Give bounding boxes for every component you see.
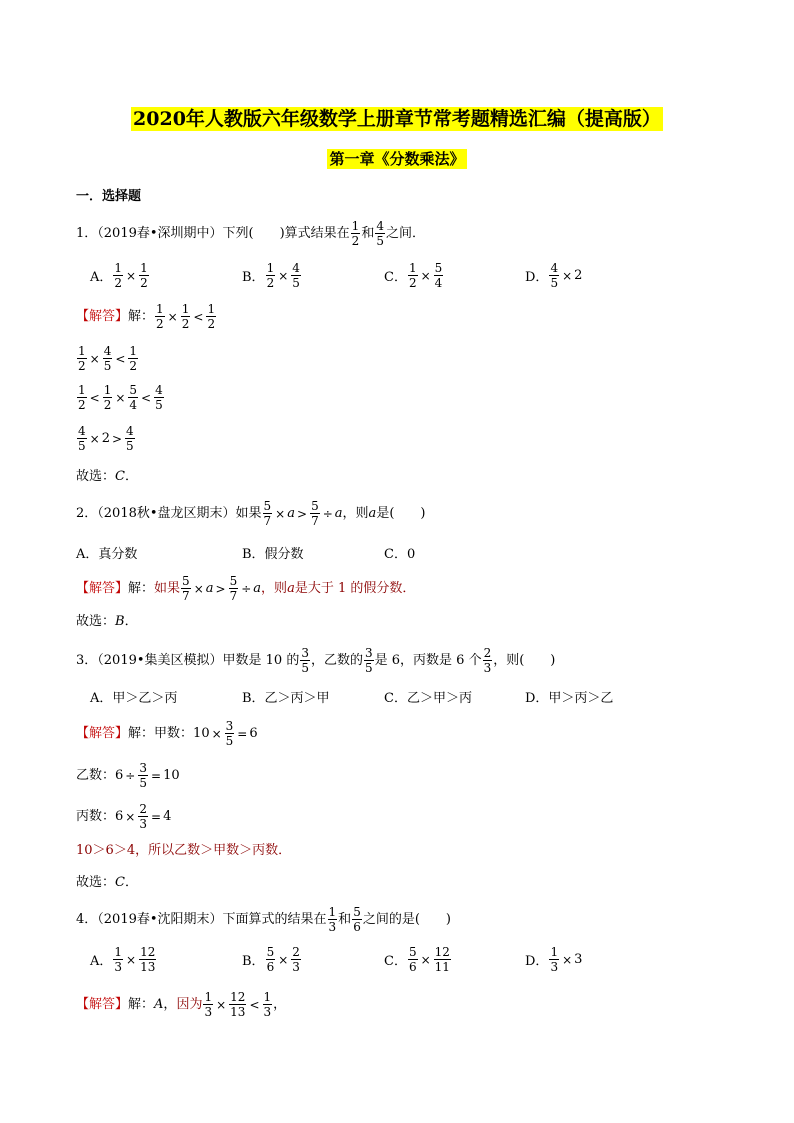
q4-option-c: C． $\frac{5}{6}$ × $\frac{12}{11}$ <box>384 945 450 974</box>
q2-option-a: A．真分数 <box>76 547 138 562</box>
question-1-stem: 1．（2019春•深圳期中）下列( )算式结果在 $\frac{1}{2}$ 和 $\frac{4}{5}$ 之间． <box>76 219 425 248</box>
q1-solution-line-1: 【解答】 解： $\frac{1}{2}$ × $\frac{1}{2}$ < $\frac{1}{2}$ <box>76 302 216 331</box>
q2-solution: 【解答】 解： 如果 $\frac{5}{7}$ × a > $\frac{5}{7}$ ÷ a ，则 a 是大于 1 的假分数． <box>76 574 416 603</box>
q1-answer: 故选： C ． <box>76 469 138 484</box>
fraction: $\frac{4}{5}$ <box>376 219 384 248</box>
q1-option-b: B． $\frac{1}{2}$ × $\frac{4}{5}$ <box>242 261 300 290</box>
q1-option-c: C． $\frac{1}{2}$ × $\frac{5}{4}$ <box>384 261 443 290</box>
q3-solution-bing: 丙数： 6 × $\frac{2}{3}$ = 4 <box>76 802 172 831</box>
q4-option-b: B． $\frac{5}{6}$ × $\frac{2}{3}$ <box>242 945 300 974</box>
q1-solution-line-3: $\frac{1}{2}$ < $\frac{1}{2}$ × $\frac{5}{4}$ < $\frac{4}{5}$ <box>78 383 163 412</box>
q4-solution: 【解答】 解： A ， 因为 $\frac{1}{3}$ × $\frac{12}{13}$ < $\frac{1}{3}$ ， <box>76 990 287 1019</box>
q1-option-d: D． $\frac{4}{5}$ × 2 <box>525 261 583 290</box>
q3-option-a: A．甲＞乙＞丙 <box>90 691 178 706</box>
q3-option-b: B．乙＞丙＞甲 <box>242 691 330 706</box>
question-4-stem: 4．（2019春•沈阳期末）下面算式的结果在 $\frac{1}{3}$ 和 $\frac{5}{6}$ 之间的是( ) <box>76 905 451 934</box>
q3-conclusion: 10＞6＞4，所以乙数＞甲数＞丙数． <box>76 843 292 858</box>
q2-option-c: C．0 <box>384 547 416 562</box>
chapter-subtitle: 第一章《分数乘法》 <box>329 150 465 168</box>
question-3-stem: 3．（2019•集美区模拟）甲数是 10 的 $\frac{3}{5}$ ，乙数的 $\frac{3}{5}$ 是 6，丙数是 6 个 $\frac{2}{3}$ ，则( ) <box>76 646 556 675</box>
q2-option-b: B．假分数 <box>242 547 304 562</box>
q3-solution-yi: 乙数： 6 ÷ $\frac{3}{5}$ = 10 <box>76 761 180 790</box>
q2-answer: 故选： B ． <box>76 614 138 629</box>
section-heading: 一．选择题 <box>76 189 142 204</box>
q1-solution-line-2: $\frac{1}{2}$ × $\frac{4}{5}$ < $\frac{1}{2}$ <box>78 344 138 373</box>
fraction: $\frac{1}{2}$ <box>351 219 360 248</box>
page-title: 2020年人教版六年级数学上册章节常考题精选汇编（提高版） <box>133 108 661 130</box>
question-2-stem: 2．（2018秋•盘龙区期末）如果 $\frac{5}{7}$ × a > $\frac{5}{7}$ ÷ a ，则 a 是( ) <box>76 499 426 528</box>
q3-solution-jia: 【解答】 解： 甲数： 10 × $\frac{3}{5}$ = 6 <box>76 719 258 748</box>
q1-option-a: A． $\frac{1}{2}$ × $\frac{1}{2}$ <box>90 261 148 290</box>
q3-option-d: D．甲＞丙＞乙 <box>525 691 614 706</box>
q3-option-c: C．乙＞甲＞丙 <box>384 691 472 706</box>
q4-option-a: A． $\frac{1}{3}$ × $\frac{12}{13}$ <box>90 945 156 974</box>
q1-solution-line-4: $\frac{4}{5}$ × 2 > $\frac{4}{5}$ <box>78 424 134 453</box>
q3-answer: 故选： C ． <box>76 875 138 890</box>
q4-option-d: D． $\frac{1}{3}$ × 3 <box>525 945 583 974</box>
